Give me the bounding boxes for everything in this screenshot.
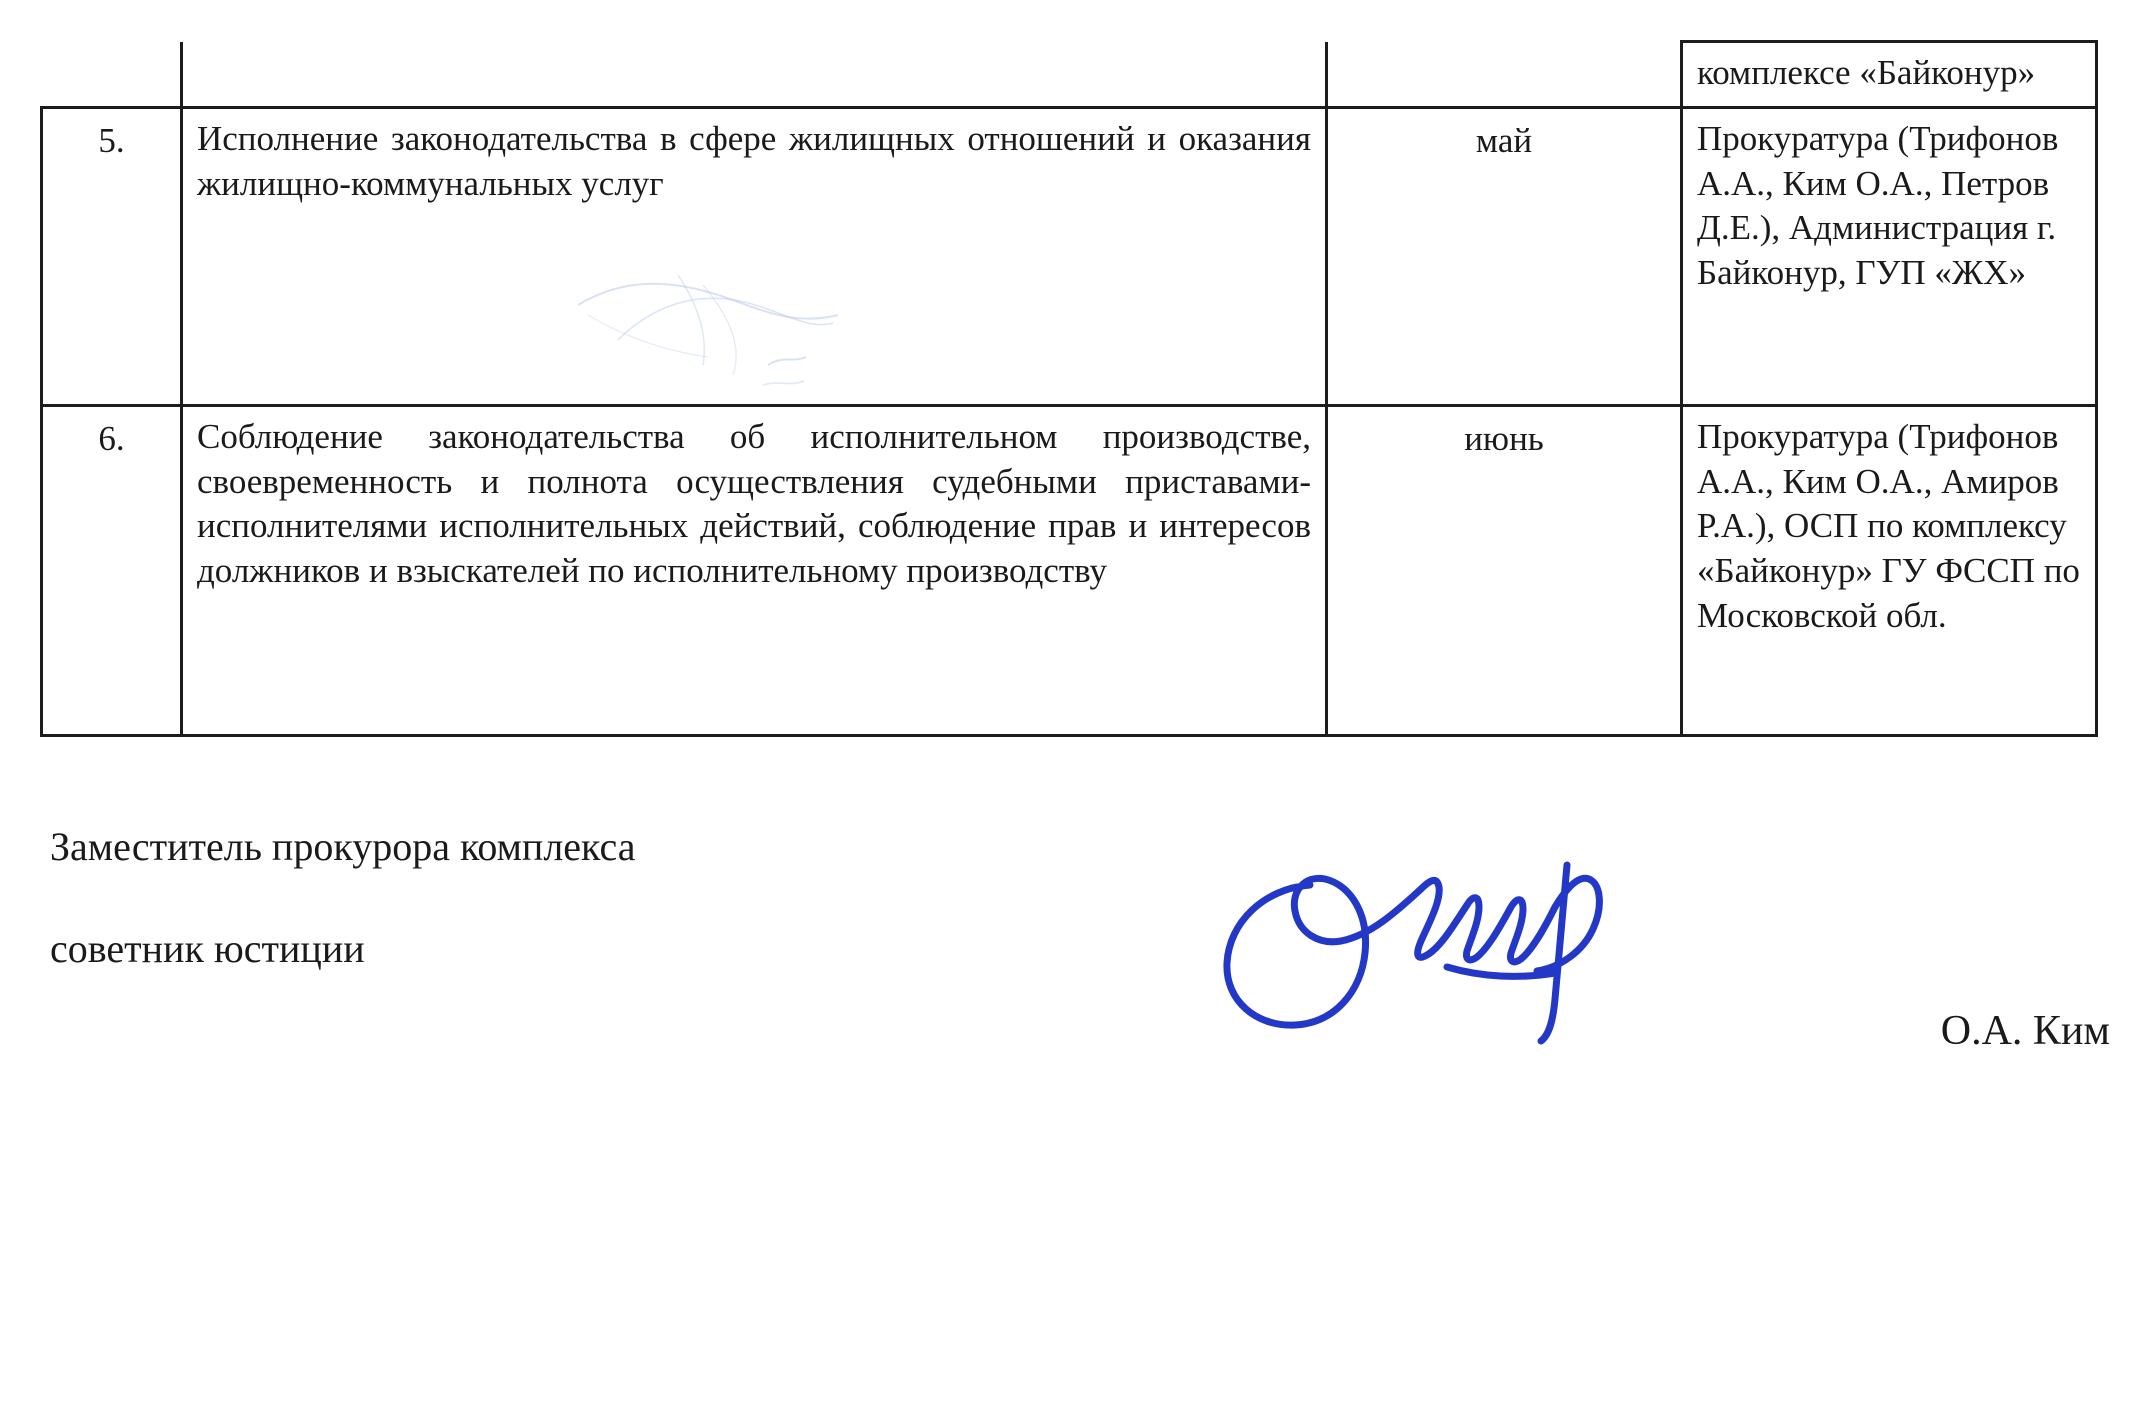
cell-executor: Прокуратура (Трифонов А.А., Ким О.А., Петров Д.Е.), Администрация г. Байконур, ГУП «ЖХ» <box>1682 107 2097 405</box>
signatory-position-line-1: Заместитель прокурора комплекса <box>50 823 636 869</box>
signatory-name: О.А. Ким <box>1940 1007 2110 1054</box>
cell-subject: Исполнение законодательства в сфере жилищных отношений и оказания жилищно-коммунальных услуг <box>182 107 1327 405</box>
cell-number: 6. <box>42 405 182 735</box>
cell-number: 5. <box>42 107 182 405</box>
table-container <box>38 40 2090 737</box>
cell-term <box>1327 42 1682 108</box>
table-row <box>42 107 2097 405</box>
inspection-plan-table <box>40 40 2098 737</box>
cell-executor: Прокуратура (Трифонов А.А., Ким О.А., Амиров Р.А.), ОСП по комплексу «Байконур» ГУ ФССП по Московской обл. <box>1682 405 2097 735</box>
signatory-position-line-2: советник юстиции <box>50 925 365 971</box>
cell-term: июнь <box>1327 405 1682 735</box>
cell-term: май <box>1327 107 1682 405</box>
cell-number <box>42 42 182 108</box>
cell-subject: Соблюдение законодательства об исполнительном производстве, своевременность и полнота осуществления судебными приставами-исполнителями исполнительных действий, соблюдение прав и интересов должников и взыскателей по исполнительному производству <box>182 405 1327 735</box>
table-row <box>42 405 2097 735</box>
cell-subject <box>182 42 1327 108</box>
cell-executor: комплексе «Байконур» <box>1682 42 2097 108</box>
table-row <box>42 42 2097 108</box>
signature-block <box>50 823 2120 1073</box>
